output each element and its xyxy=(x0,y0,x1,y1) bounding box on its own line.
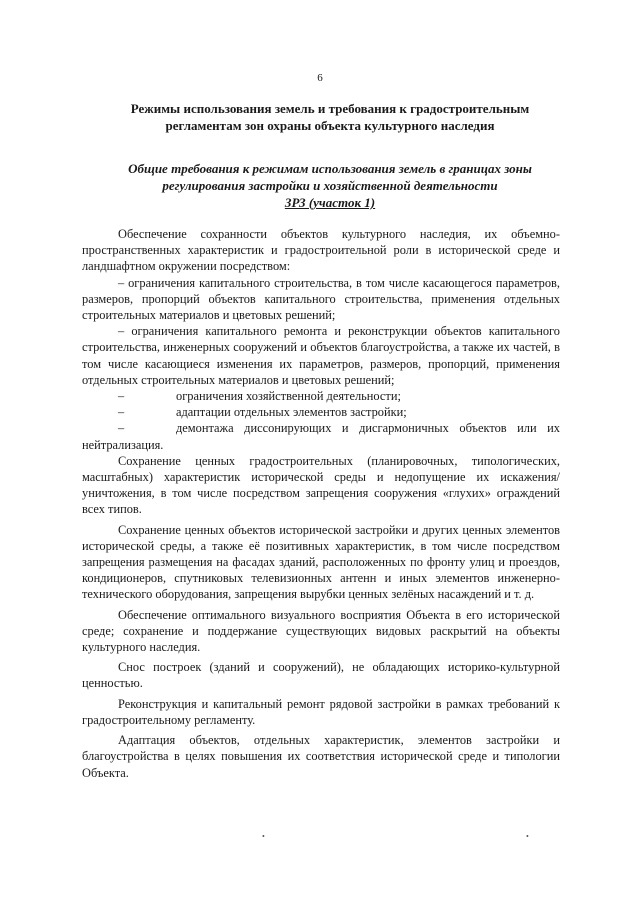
zone-label: ЗРЗ (участок 1) xyxy=(284,195,376,210)
document-body xyxy=(82,226,560,781)
list-dash: – xyxy=(118,421,125,436)
section-heading-line: регламентам зон охраны объекта культурного наследия xyxy=(165,118,495,133)
list-item-text: адаптации отдельных элементов застройки; xyxy=(176,405,407,420)
section-heading-line: Режимы использования земель и требования к градостроительным xyxy=(130,101,530,116)
paragraph: Сохранение ценных объектов исторической застройки и других ценных элементов исторической среды, а также её позитивных характеристик, в том числе посредством запрещения размещения на фасадах зданий, расположенных по фронту улиц и проездов, кондиционеров, спутниковых телевизионных антенн и иных элементов инженерно-технического оборудования, запрещения вырубки ценных зелёных насаждений и т. д. xyxy=(82,522,560,602)
scan-mark: • xyxy=(262,832,265,841)
scan-mark: • xyxy=(526,832,529,841)
section-heading xyxy=(80,100,580,134)
list-item xyxy=(82,388,560,404)
paragraph: Обеспечение сохранности объектов культурного наследия, их объемно-пространственных характеристик и градостроительной роли в исторической среде и ландшафтном окружении посредством: xyxy=(82,227,560,274)
list-item-text: демонтажа диссонирующих и дисгармоничных объектов или их нейтрализация. xyxy=(82,421,560,452)
paragraph: Адаптация объектов, отдельных характеристик, элементов застройки и благоустройства в целях повышения их соответствия исторической среде и типологии Объекта. xyxy=(82,733,560,780)
list-item: – ограничения капитального ремонта и реконструкции объектов капитального строительства, инженерных сооружений и объектов благоустройства, а также их частей, в том числе касающиеся изменения их параметров, размеров, пропорций, применения отдельных строительных материалов и цветовых решений; xyxy=(82,324,560,387)
paragraph: Снос построек (зданий и сооружений), не обладающих историко-культурной ценностью. xyxy=(82,660,560,691)
subsection-heading-line: регулирования застройки и хозяйственной деятельности xyxy=(162,178,498,193)
paragraph: Сохранение ценных градостроительных (планировочных, типологических, масштабных) характеристик исторической среды и недопущение их искажения/уничтожения, в том числе посредством запрещения сооружения «глухих» ограждений всех типов. xyxy=(82,453,560,517)
subsection-heading-line: Общие требования к режимам использования земель в границах зоны xyxy=(128,161,532,176)
list-item: – ограничения капитального строительства, в том числе касающегося параметров, размеров, пропорций объектов капитального строительства, применения отдельных строительных материалов и цветовых решений; xyxy=(82,275,560,323)
list-item xyxy=(82,404,560,420)
list-dash: – xyxy=(118,389,125,404)
subsection-heading xyxy=(80,160,580,211)
paragraph: Реконструкция и капитальный ремонт рядовой застройки в рамках требований к градостроительному регламенту. xyxy=(82,696,560,727)
list-item-text: ограничения хозяйственной деятельности; xyxy=(176,389,401,404)
page-number: 6 xyxy=(317,72,323,84)
list-dash: – xyxy=(118,405,125,420)
list-item xyxy=(82,420,560,452)
paragraph: Обеспечение оптимального визуального восприятия Объекта в его исторической среде; сохранение и поддержание существующих видовых раскрытий на объекты культурного наследия. xyxy=(82,607,560,655)
